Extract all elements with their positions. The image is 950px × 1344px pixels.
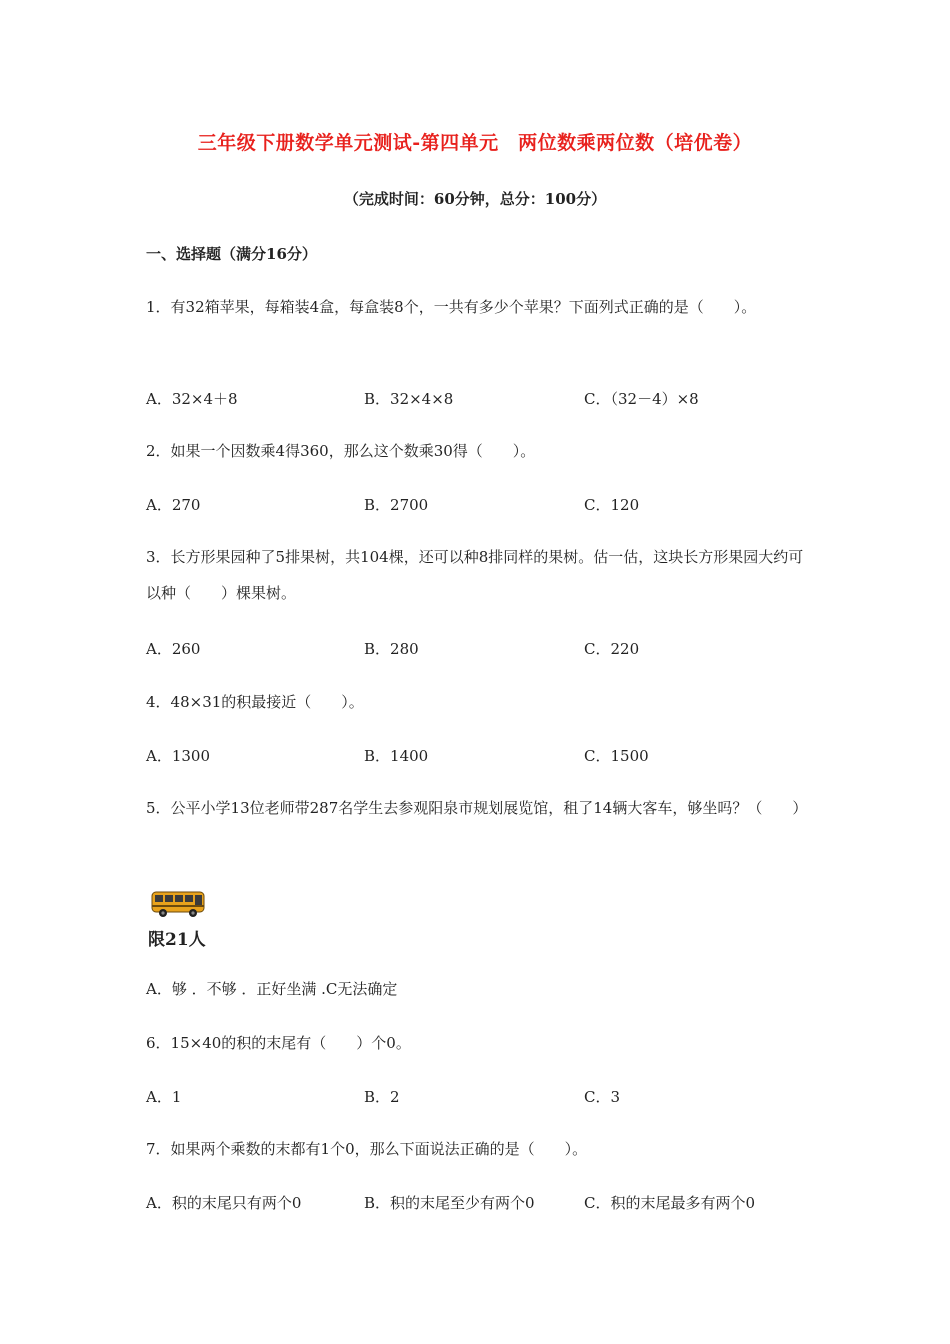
question-5: 5．公平小学13位老师带287名学生去参观阳泉市规划展览馆，租了14辆大客车，够坐吗？（ ） (146, 799, 808, 817)
options-7 (146, 1192, 806, 1214)
document-title: 三年级下册数学单元测试-第四单元 两位数乘两位数（培优卷） (197, 132, 753, 154)
question-7: 7．如果两个乘数的末都有1个0，那么下面说法正确的是（ ）。 (146, 1140, 588, 1158)
question-2: 2．如果一个因数乘4得360，那么这个数乘30得（ ）。 (146, 442, 536, 460)
options-4 (146, 745, 806, 767)
document-subtitle: （完成时间：60分钟，总分：100分） (343, 190, 607, 208)
bus-capacity-label: 限21人 (148, 930, 206, 950)
option-a: A．积的末尾只有两个0 (146, 1194, 302, 1212)
options-3 (146, 638, 806, 660)
option-c: C．1500 (584, 747, 649, 765)
option-b: B．280 (364, 640, 419, 658)
option-c: C．120 (584, 496, 640, 514)
option-c: C．（32－4）×8 (584, 390, 699, 408)
options-5: A．够 ．不够 ．正好坐满 .C无法确定 (146, 980, 398, 998)
option-b: B．32×4×8 (364, 390, 454, 408)
question-3: 3．长方形果园种了5排果树，共104棵，还可以种8排同样的果树。估一估，这块长方形果园大约可以种（ ）棵果树。 (146, 548, 804, 602)
question-1: 1．有32箱苹果，每箱装4盒，每盒装8个，一共有多少个苹果？下面列式正确的是（ ）。 (146, 298, 757, 316)
options-6 (146, 1086, 806, 1108)
option-a: A．1 (146, 1088, 182, 1106)
option-b: B．1400 (364, 747, 429, 765)
bus-icon (150, 889, 206, 919)
question-4: 4．48×31的积最接近（ ）。 (146, 693, 364, 711)
option-c: C．220 (584, 640, 640, 658)
option-c: C．3 (584, 1088, 621, 1106)
options-2 (146, 494, 806, 516)
option-a: A．270 (146, 496, 201, 514)
option-a: A．260 (146, 640, 201, 658)
option-a: A．1300 (146, 747, 211, 765)
option-b: B．2700 (364, 496, 429, 514)
option-b: B．2 (364, 1088, 400, 1106)
option-a: A．32×4＋8 (146, 390, 238, 408)
options-1 (146, 388, 806, 410)
section-heading: 一、选择题（满分16分） (146, 245, 317, 263)
question-6: 6．15×40的积的末尾有（ ）个0。 (146, 1034, 411, 1052)
option-b: B．积的末尾至少有两个0 (364, 1194, 535, 1212)
option-c: C．积的末尾最多有两个0 (584, 1194, 756, 1212)
